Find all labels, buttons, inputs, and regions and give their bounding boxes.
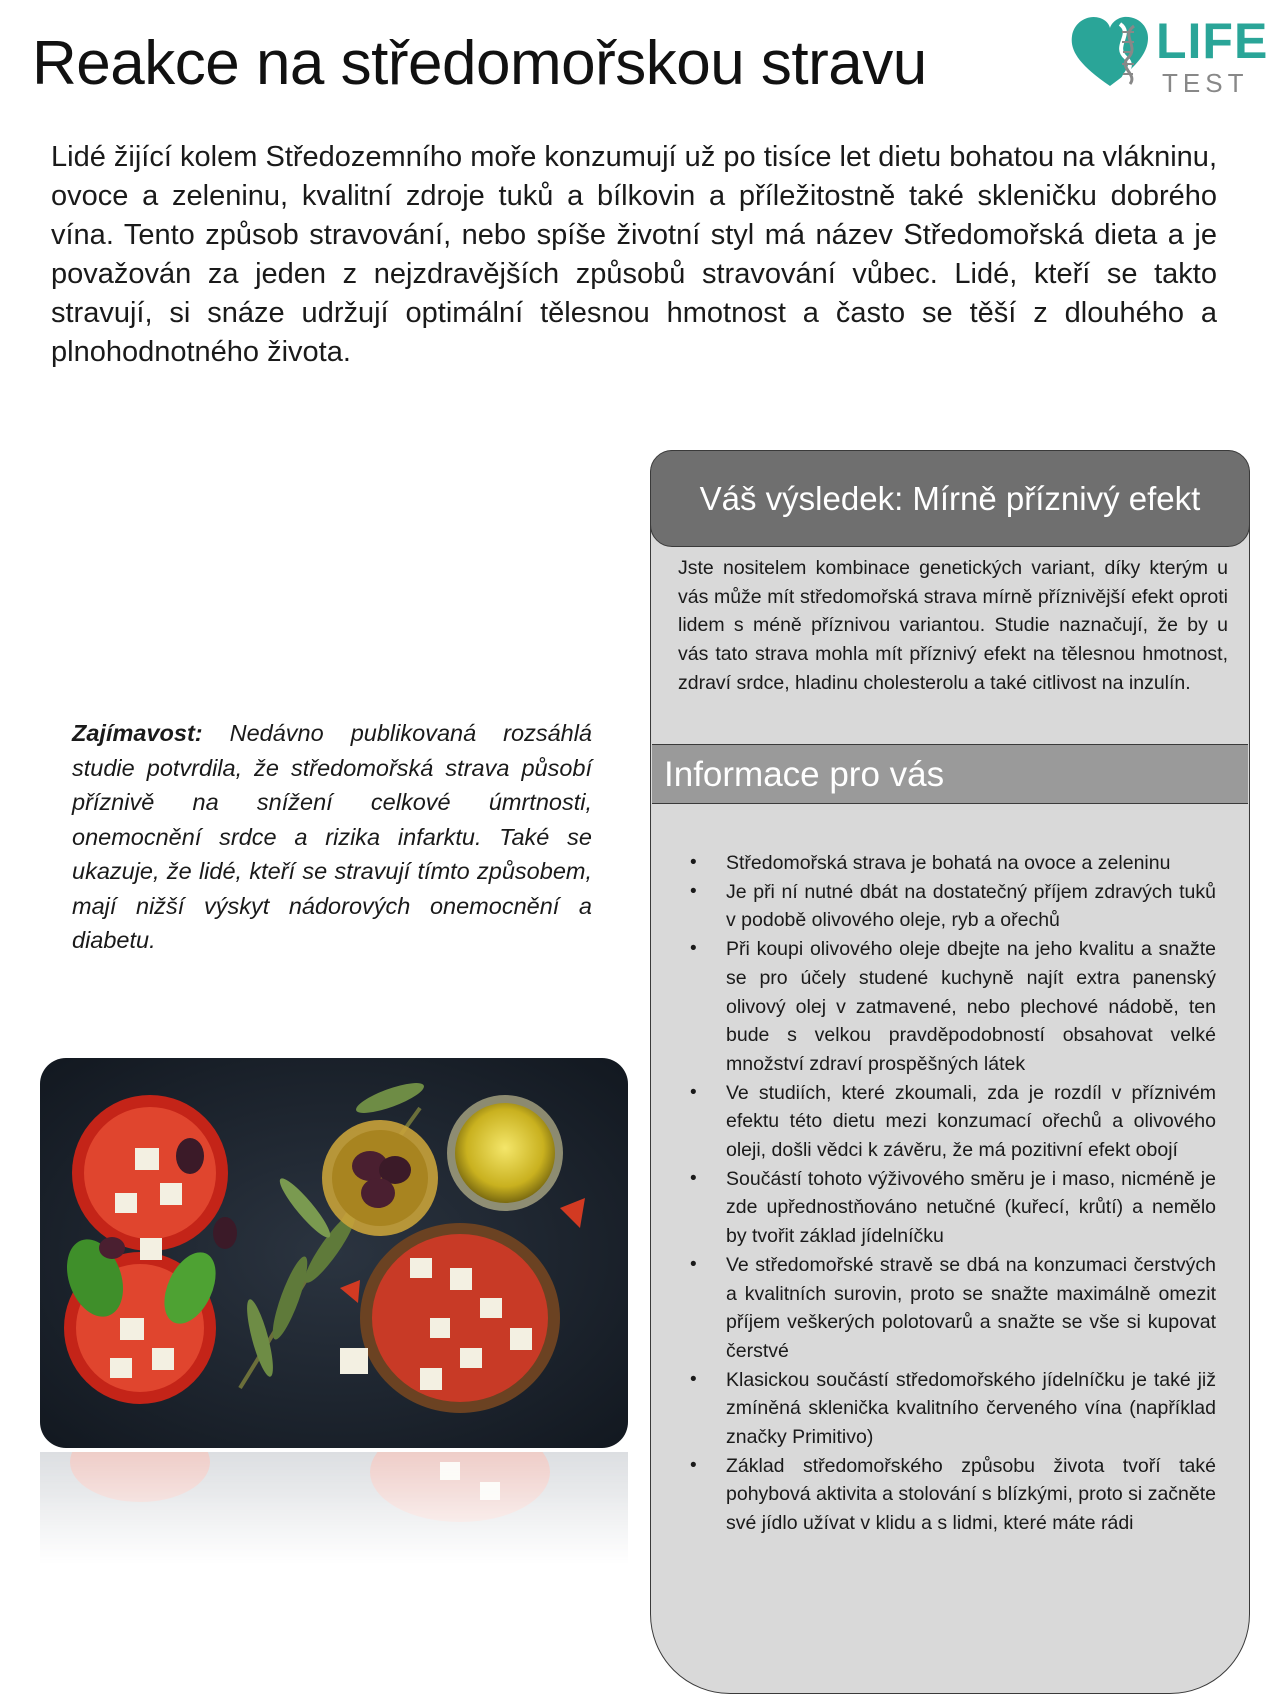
result-heading: Váš výsledek: Mírně příznivý efekt [650,450,1250,547]
fact-text: Nedávno publikovaná rozsáhlá studie potvrdila, že středomořská strava působí příznivě na snížení celkové úmrtnosti, onemocnění srdce a rizika infarktu. Také se ukazuje, že lidé, kteří se stravují tímto způsobem, mají nižší výskyt nádorových onemocnění a diabetu. [72,720,592,953]
list-item: • Při koupi olivového oleje dbejte na jeho kvalitu a snažte se pro účely studené kuchyně najít extra panenský olivový olej v zatmavené, nebo plechové nádobě, ten bude s velkou pravděpodobností obsahovat velké množství zdraví prospěšných látek [676,935,1216,1079]
intro-paragraph: Lidé žijící kolem Středozemního moře konzumují už po tisíce let dietu bohatou na vlákninu, ovoce a zeleninu, kvalitní zdroje tuků a bílkovin a příležitostně také skleničku dobrého vína. Tento způsob stravování, nebo spíše životní styl má název Středomořská dieta a je považován za jeden z nejzdravějších způsobů stravování vůbec. Lidé, kteří se takto stravují, si snáze udržují optimální tělesnou hmotnost a často se těší z dlouhého a plnohodnotného života. [51,141,1217,368]
logo-word-life: LIFE [1156,13,1269,69]
list-item: • Klasickou součástí středomořského jídelníčku je také již zmíněná sklenička kvalitního červeného vína (například značky Primitivo) [676,1366,1216,1452]
food-photo-wrap [40,1058,628,1563]
list-item: • Ve středomořské stravě se dbá na konzumaci čerstvých a kvalitních surovin, proto se snažte maximálně omezit příjem veškerých polotovarů a snažte se vše si kupovat čerstvé [676,1251,1216,1366]
list-item: • Středomořská strava je bohatá na ovoce a zeleninu [676,849,1216,878]
list-item: • Ve studiích, které zkoumali, zda je rozdíl v příznivém efektu této dietu mezi konzumací ořechů a olivového oleji, došli vědci k závěru, že má pozitivní efekt obojí [676,1079,1216,1165]
list-item: • Je při ní nutné dbát na dostatečný příjem zdravých tuků v podobě olivového oleje, ryb a ořechů [676,878,1216,935]
page-title: Reakce na středomořskou stravu [32,29,927,98]
fact-label: Zajímavost: [72,720,203,746]
mediterranean-food-photo [40,1058,628,1448]
list-item: • Součástí tohoto výživového směru je i maso, nicméně je zde upřednostňováno netučné (kuřecí, krůtí) a nemělo by tvořit základ jídelníčku [676,1165,1216,1251]
result-text: Jste nositelem kombinace genetických variant, díky kterým u vás může mít středomořská strava mírně příznivější efekt oproti lidem s méně příznivou variantou. Studie naznačují, že by u vás tato strava mohla mít příznivý efekt na tělesnou hmotnost, zdraví srdce, hladinu cholesterolu a také citlivost na inzulín. [678,557,1228,694]
list-item: • Základ středomořského způsobu života tvoří také pohybová aktivita a stolování s blízkými, proto si začněte své jídlo užívat v klidu a s lidmi, které máte rádi [676,1452,1216,1538]
life-test-logo [1068,12,1278,98]
logo-word-test: TEST [1162,68,1249,98]
info-list [676,849,1216,1538]
food-photo-reflection [40,1452,628,1564]
info-heading: Informace pro vás [652,744,1248,804]
heart-dna-icon [1068,12,1152,92]
fact-paragraph [72,716,592,958]
